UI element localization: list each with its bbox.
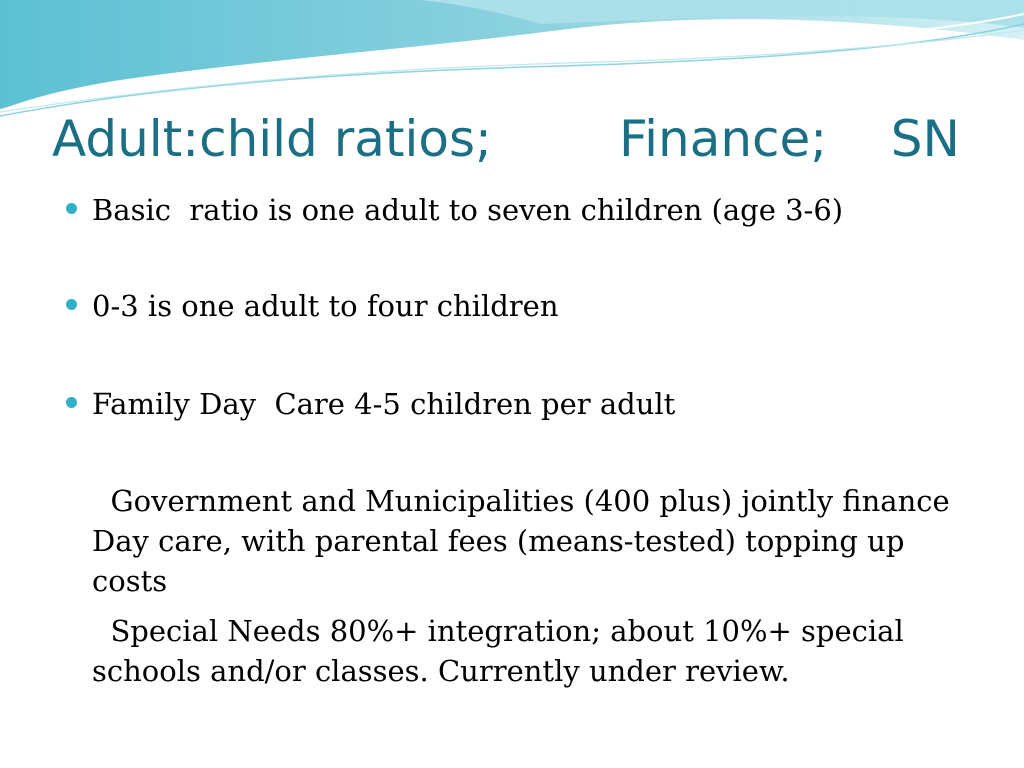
bullet-dot-icon: [66, 397, 77, 408]
bullet-dot-icon: [66, 299, 77, 310]
bullet-item: Family Day Care 4-5 children per adult: [92, 387, 676, 421]
slide-title: Adult:child ratios; Finance; SN: [52, 110, 960, 168]
bullet-item: Basic ratio is one adult to seven children (age 3-6): [92, 193, 844, 227]
special-needs-paragraph: Special Needs 80%+ integration; about 10%+ special schools and/or classes. Currently under review.: [92, 614, 913, 688]
bullet-dot-icon: [66, 203, 77, 214]
finance-paragraph: Government and Municipalities (400 plus) jointly finance Day care, with parental fees (means-tested) topping up costs: [92, 484, 959, 598]
bullet-item: 0-3 is one adult to four children: [92, 289, 559, 323]
